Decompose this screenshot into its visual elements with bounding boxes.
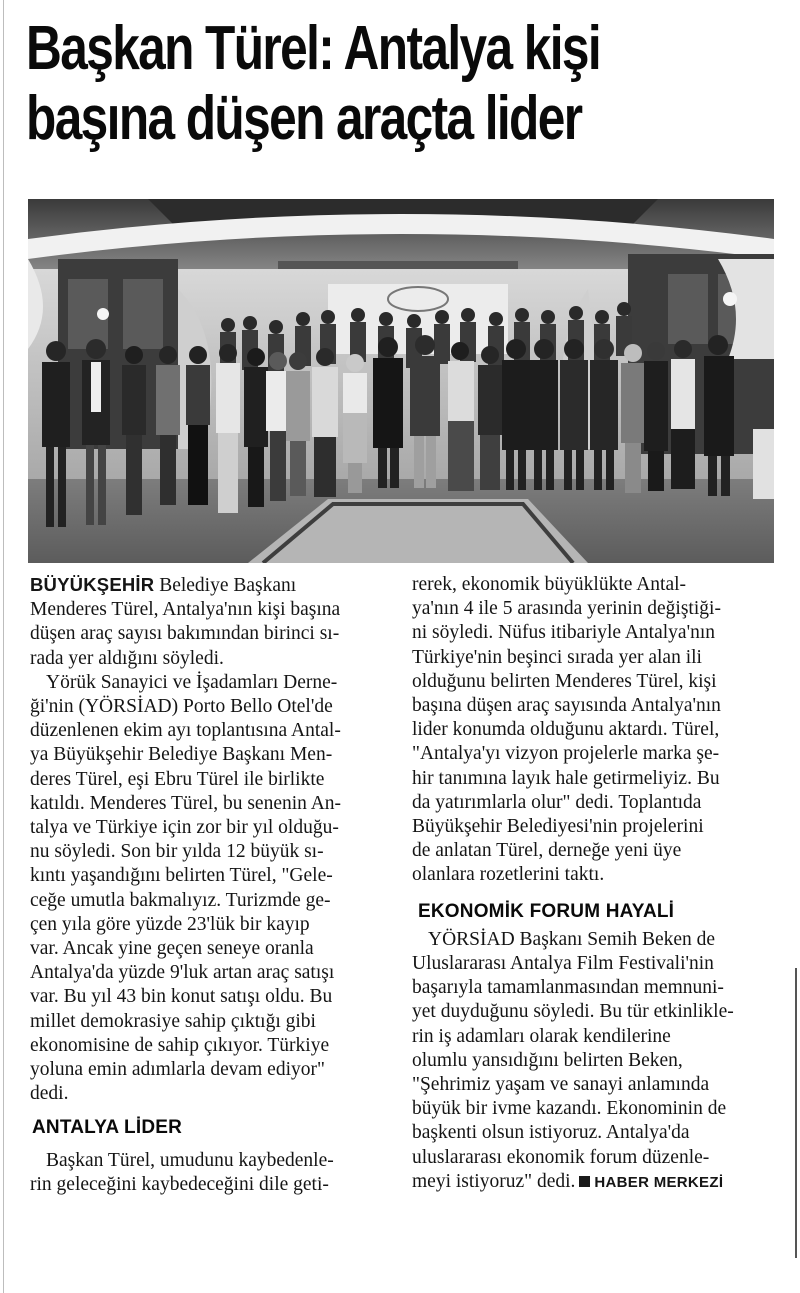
paragraph-line: düzenlenen ekim ayı toplantısına Antal- xyxy=(30,720,341,742)
group-photo xyxy=(28,199,774,563)
headline-line-1: Başkan Türel: Antalya kişi xyxy=(26,14,601,83)
paragraph-line xyxy=(30,1149,390,1173)
text-line: meyi istiyoruz" dedi. xyxy=(412,1170,576,1192)
subhead-ekonomik-forum: EKONOMİK FORUM HAYALİ xyxy=(418,900,675,922)
paragraph-line: başına düşen araç sayısında Antalya'nın xyxy=(412,695,721,717)
paragraph-line: çen yıla göre yüzde 23'lük bir kayıp xyxy=(30,913,310,935)
paragraph-line: olanlara rozetlerini taktı. xyxy=(412,864,605,886)
paragraph-line: rerek, ekonomik büyüklükte Antal- xyxy=(412,574,687,595)
paragraph-line: ya Büyükşehir Belediye Başkanı Men- xyxy=(30,744,333,766)
paragraph-line: Antalya'da yüzde 9'luk artan araç satışı xyxy=(30,962,335,984)
paragraph-line xyxy=(30,573,390,598)
paragraph-line: başkenti olsun istiyoruz. Antalya'da xyxy=(412,1122,690,1144)
paragraph-line xyxy=(412,1170,782,1195)
text-line: Başkan Türel, umudunu kaybedenle- xyxy=(46,1149,334,1171)
paragraph-line: lider konumda olduğunu aktardı. Türel, xyxy=(412,719,720,741)
paragraph-line: var. Bu yıl 43 bin konut satışı oldu. Bu xyxy=(30,986,333,1008)
paragraph-line: Büyükşehir Belediyesi'nin projelerini xyxy=(412,816,704,838)
paragraph-line: ği'nin (YÖRSİAD) Porto Bello Otel'de xyxy=(30,696,333,718)
paragraph-line: düşen araç sayısı bakımından birinci sı- xyxy=(30,623,340,645)
paragraph-line xyxy=(30,671,390,695)
article-column-right xyxy=(412,573,782,1195)
paragraph-line: Uluslararası Antalya Film Festivali'nin xyxy=(412,953,714,975)
column-rule-left xyxy=(3,0,4,1293)
paragraph-line: ya'nın 4 ile 5 arasında yerinin değiştiği- xyxy=(412,598,721,620)
paragraph-line: talya ve Türkiye için zor bir yıl olduğu- xyxy=(30,817,339,839)
column-rule-right xyxy=(795,968,797,1258)
paragraph-line: hir tanımına layık hale getirmeliyiz. Bu xyxy=(412,767,720,789)
paragraph-line: kıntı yaşandığını belirten Türel, "Gele- xyxy=(30,865,333,887)
paragraph-line: olumlu yansıdığını belirten Beken, xyxy=(412,1049,683,1071)
paragraph-line: yet duyduğunu söyledi. Bu tür etkinlikle- xyxy=(412,1001,734,1023)
paragraph-line: ni söyledi. Nüfus itibariyle Antalya'nın xyxy=(412,622,716,644)
paragraph-line xyxy=(412,928,782,952)
paragraph-line: millet demokrasiye sahip çıktığı gibi xyxy=(30,1010,316,1032)
paragraph-line: "Antalya'yı vizyon projelerle marka şe- xyxy=(412,743,720,765)
paragraph-line: ekonomisine de sahip çıkıyor. Türkiye xyxy=(30,1034,330,1056)
paragraph-line: olduğunu belirten Menderes Türel, kişi xyxy=(412,670,717,692)
lead-word: BÜYÜKŞEHİR xyxy=(30,574,155,595)
paragraph-line: uluslararası ekonomik forum düzenle- xyxy=(412,1146,710,1168)
group-photo-illustration xyxy=(28,199,774,563)
paragraph-line: rada yer aldığını söyledi. xyxy=(30,647,224,669)
paragraph-line: katıldı. Menderes Türel, bu senenin An- xyxy=(30,792,342,814)
text-line: Belediye Başkanı xyxy=(154,575,297,596)
paragraph-line: rin iş adamları olarak kendilerine xyxy=(412,1025,671,1047)
paragraph-line: Türkiye'nin beşinci sırada yer alan ili xyxy=(412,646,702,668)
text-line: Yörük Sanayici ve İşadamları Derne- xyxy=(46,671,338,693)
paragraph-line: ceğe umutla bakmalıyız. Turizmde ge- xyxy=(30,889,331,911)
paragraph-line: de anlatan Türel, derneğe yeni üye xyxy=(412,840,682,862)
paragraph-line: dedi. xyxy=(30,1083,69,1105)
paragraph-line: başarıyla tamamlanmasından memnuni- xyxy=(412,977,724,999)
byline: HABER MERKEZİ xyxy=(594,1173,724,1191)
paragraph-line: var. Ancak yine geçen seneye oranla xyxy=(30,938,314,960)
paragraph-line: büyük bir ivme kazandı. Ekonominin de xyxy=(412,1098,727,1120)
paragraph-line: "Şehrimiz yaşam ve sanayi anlamında xyxy=(412,1074,710,1096)
paragraph-line: Menderes Türel, Antalya'nın kişi başına xyxy=(30,599,341,621)
paragraph-line: yoluna emin adımlarla devam ediyor" xyxy=(30,1059,325,1081)
article-column-left xyxy=(30,573,390,1197)
paragraph-line: da yatırımlarla olur" dedi. Toplantıda xyxy=(412,791,702,813)
paragraph-line: nu söyledi. Son bir yılda 12 büyük sı- xyxy=(30,841,324,863)
byline-square-icon xyxy=(579,1176,590,1187)
paragraph-line: rin geleceğini kaybedeceğini dile geti- xyxy=(30,1173,329,1195)
headline xyxy=(26,14,634,154)
paragraph-line: deres Türel, eşi Ebru Türel ile birlikte xyxy=(30,768,325,790)
text-line: YÖRSİAD Başkanı Semih Beken de xyxy=(428,928,716,950)
headline-line-2: başına düşen araçta lider xyxy=(26,84,582,153)
subhead-antalya-lider: ANTALYA LİDER xyxy=(32,1117,183,1139)
